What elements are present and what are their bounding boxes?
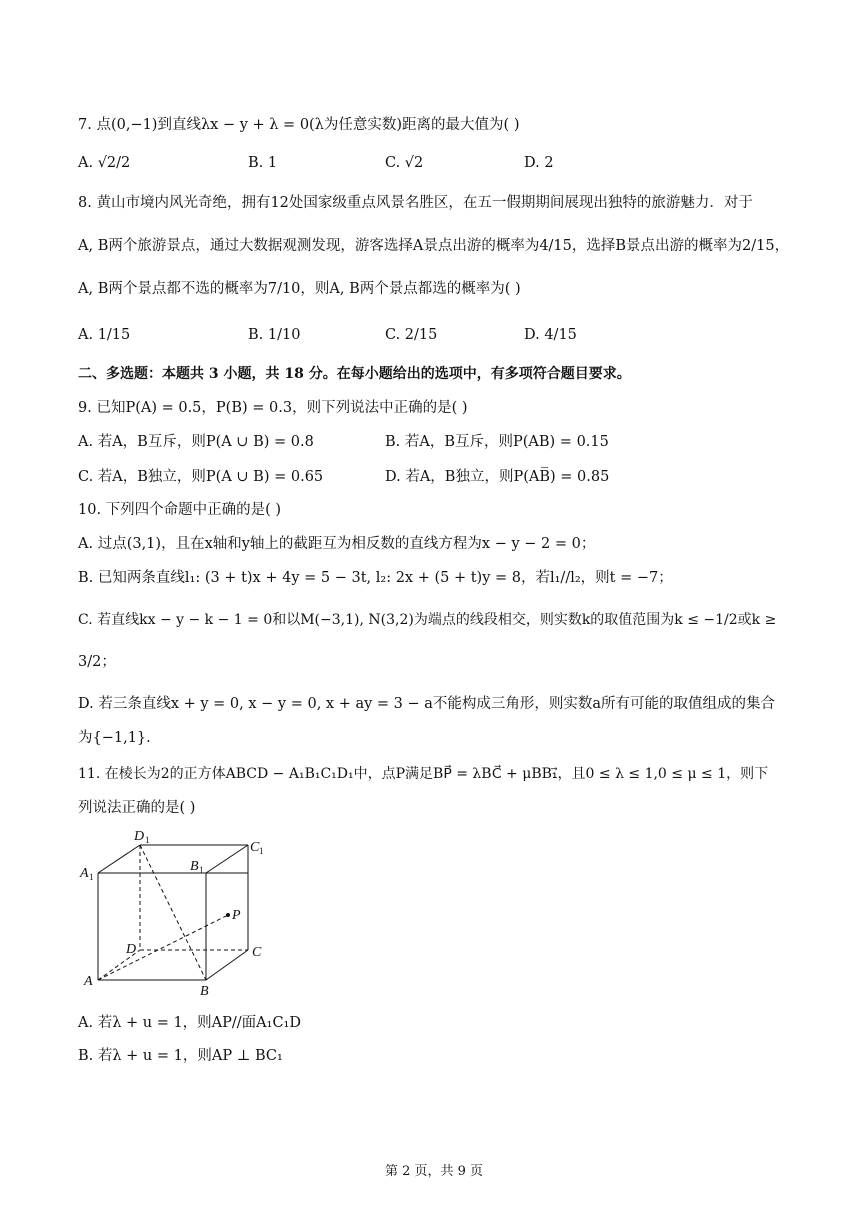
q9-option-a: A. 若A，B互斥，则P(A ∪ B) = 0.8 xyxy=(78,434,314,450)
label-a1: A xyxy=(80,866,89,881)
section-heading: 二、多选题：本题共 3 小题，共 18 分。在每小题给出的选项中，有多项符合题目要求。 xyxy=(78,366,631,382)
svg-text:1: 1 xyxy=(199,865,204,875)
cube-figure xyxy=(78,825,278,1000)
q10-option-c-line-1: C. 若直线kx − y − k − 1 = 0和以M(−3,1), N(3,2)为端点的线段相交，则实数k的取值范围为k ≤ −1/2或k ≥ xyxy=(78,612,777,628)
q10-option-c-line-2: 3/2； xyxy=(78,654,116,670)
point-p xyxy=(226,913,230,917)
q8-option-c: C. 2/15 xyxy=(385,327,438,343)
q10-option-d-line-1: D. 若三条直线x + y = 0, x − y = 0, x + ay = 3 − a不能构成三角形，则实数a所有可能的取值组成的集合 xyxy=(78,696,776,712)
label-b1: B xyxy=(190,859,199,874)
label-d: D xyxy=(126,942,137,957)
q7-option-b: B. 1 xyxy=(248,155,278,171)
label-a: A xyxy=(84,974,93,989)
label-b: B xyxy=(200,984,209,999)
q7-stem: 7. 点(0,−1)到直线λx − y + λ = 0(λ为任意实数)距离的最大值为( ) xyxy=(78,117,520,133)
q10-option-a: A. 过点(3,1)，且在x轴和y轴上的截距互为相反数的直线方程为x − y − 2 = 0； xyxy=(78,536,596,552)
q8-option-a: A. 1/15 xyxy=(78,327,131,343)
q9-option-c: C. 若A，B独立，则P(A ∪ B) = 0.65 xyxy=(78,469,324,485)
svg-text:1: 1 xyxy=(145,835,150,845)
q10-option-d-line-2: 为{−1,1}. xyxy=(78,730,151,746)
label-c: C xyxy=(252,945,262,960)
q8-option-b: B. 1/10 xyxy=(248,327,301,343)
q8-option-d: D. 4/15 xyxy=(524,327,577,343)
q11-option-b: B. 若λ + u = 1，则AP ⊥ BC₁ xyxy=(78,1048,283,1064)
svg-text:1: 1 xyxy=(259,846,264,856)
q9-option-d: D. 若A，B独立，则P(AB̅) = 0.85 xyxy=(385,469,610,485)
q7-option-a: A. √2/2 xyxy=(78,155,131,171)
page-footer: 第 2 页，共 9 页 xyxy=(384,1164,484,1179)
label-p: P xyxy=(232,908,241,923)
q9-stem: 9. 已知P(A) = 0.5，P(B) = 0.3，则下列说法中正确的是( ) xyxy=(78,400,468,416)
q11-line-2: 列说法正确的是( ) xyxy=(78,800,196,816)
q7-option-c: C. √2 xyxy=(385,155,424,171)
label-c1: C xyxy=(250,840,260,855)
q11-line-1: 11. 在棱长为2的正方体ABCD − A₁B₁C₁D₁中，点P满足BP⃗ = λBC⃗ + μBB₁⃗，且0 ≤ λ ≤ 1,0 ≤ μ ≤ 1，则下 xyxy=(78,766,769,782)
q10-option-b: B. 已知两条直线l₁: (3 + t)x + 4y = 5 − 3t, l₂: 2x + (5 + t)y = 8，若l₁//l₂，则t = −7； xyxy=(78,570,673,586)
q11-option-a: A. 若λ + u = 1，则AP//面A₁C₁D xyxy=(78,1015,301,1031)
label-d1: D xyxy=(134,829,145,844)
q10-stem: 10. 下列四个命题中正确的是( ) xyxy=(78,502,282,518)
q8-line-1: 8. 黄山市境内风光奇绝，拥有12处国家级重点风景名胜区，在五一假期期间展现出独特的旅游魅力．对于 xyxy=(78,195,753,211)
q7-option-d: D. 2 xyxy=(524,155,554,171)
q9-option-b: B. 若A，B互斥，则P(AB) = 0.15 xyxy=(385,434,609,450)
q8-line-2: A, B两个旅游景点，通过大数据观测发现，游客选择A景点出游的概率为4/15，选择B景点出游的概率为2/15， xyxy=(78,238,790,254)
q8-line-3: A, B两个景点都不选的概率为7/10，则A, B两个景点都选的概率为( ) xyxy=(78,281,521,297)
svg-text:1: 1 xyxy=(89,872,94,882)
